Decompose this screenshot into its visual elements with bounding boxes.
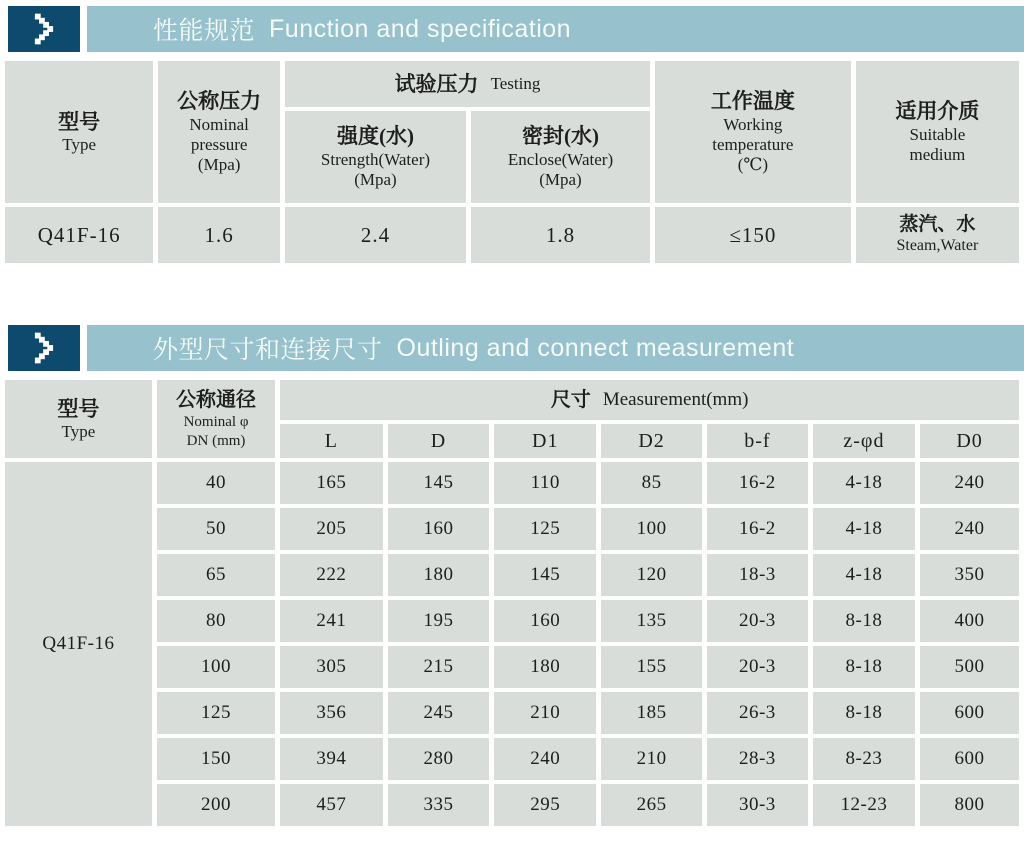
col-header-type bbox=[5, 61, 153, 203]
measurement-cell: 180 bbox=[494, 646, 596, 688]
function-spec-banner bbox=[8, 6, 1024, 52]
measurement-cell: 241 bbox=[280, 600, 382, 642]
measurement-cell: 350 bbox=[920, 554, 1019, 596]
measurement-cell: 265 bbox=[601, 784, 702, 826]
col-header-nominal-pressure-unit: (Mpa) bbox=[197, 155, 241, 175]
col-header-suitable-medium-zh: 适用介质 bbox=[895, 99, 980, 124]
measurement-cell: 240 bbox=[494, 738, 596, 780]
col-header-z-phi-d: z-φd bbox=[813, 424, 915, 458]
col-header-strength-water-zh: 强度(水) bbox=[336, 124, 414, 149]
col-header-working-temperature bbox=[655, 61, 851, 203]
col-header-nominal-pressure-en1: Nominal bbox=[189, 114, 249, 134]
section-title-en: Outling and connect measurement bbox=[396, 333, 795, 362]
spec-table-row bbox=[5, 207, 1019, 263]
col-header-nominal-pressure-zh: 公称压力 bbox=[177, 89, 262, 114]
col-header-suitable-medium-en1: Suitable bbox=[909, 124, 966, 144]
measurement-cell: 4-18 bbox=[813, 462, 915, 504]
col-header-suitable-medium bbox=[856, 61, 1019, 203]
suitable-medium-zh: 蒸汽、水 bbox=[899, 214, 976, 236]
col-header-enclose-water-unit: (Mpa) bbox=[539, 170, 582, 190]
table-row bbox=[5, 508, 1019, 550]
working-temperature-cell: ≤150 bbox=[655, 207, 851, 263]
measurement-cell: 160 bbox=[388, 508, 490, 550]
section-title-bar bbox=[87, 325, 1024, 371]
col-header-testing-zh: 试验压力 bbox=[394, 71, 479, 96]
catalog-page bbox=[0, 6, 1024, 841]
measurement-cell: 4-18 bbox=[813, 554, 915, 596]
table-row bbox=[5, 554, 1019, 596]
measurement-cell: 8-18 bbox=[813, 600, 915, 642]
measurement-cell: 26-3 bbox=[707, 692, 808, 734]
col-header-testing-en: Testing bbox=[490, 73, 541, 93]
col-header-measurement-zh: 尺寸 bbox=[550, 388, 591, 411]
measurement-cell: 28-3 bbox=[707, 738, 808, 780]
col-header-type-zh: 型号 bbox=[57, 396, 100, 421]
col-header-D: D bbox=[388, 424, 490, 458]
col-header-working-temperature-en2: temperature bbox=[712, 134, 794, 154]
suitable-medium-en: Steam,Water bbox=[896, 237, 979, 255]
measurement-cell: 210 bbox=[601, 738, 702, 780]
measurement-cell: 30-3 bbox=[707, 784, 808, 826]
col-header-L: L bbox=[280, 424, 382, 458]
measurement-cell: 600 bbox=[920, 738, 1019, 780]
measurement-cell: 180 bbox=[388, 554, 490, 596]
table-row bbox=[5, 462, 1019, 504]
measurement-cell: 135 bbox=[601, 600, 702, 642]
dn-cell: 80 bbox=[157, 600, 275, 642]
measurement-cell: 145 bbox=[494, 554, 596, 596]
measurement-cell: 100 bbox=[601, 508, 702, 550]
measurement-cell: 215 bbox=[388, 646, 490, 688]
table-row bbox=[5, 646, 1019, 688]
col-header-enclose-water-zh: 密封(水) bbox=[521, 124, 599, 149]
dn-cell: 50 bbox=[157, 508, 275, 550]
col-header-measurement-en: Measurement(mm) bbox=[602, 388, 749, 410]
model-cell: Q41F-16 bbox=[5, 462, 152, 826]
measurement-cell: 210 bbox=[494, 692, 596, 734]
table-row bbox=[5, 784, 1019, 826]
col-header-suitable-medium-en2: medium bbox=[909, 145, 966, 165]
measurement-cell: 394 bbox=[280, 738, 382, 780]
measurement-cell: 16-2 bbox=[707, 462, 808, 504]
col-header-nominal-pressure-en2: pressure bbox=[190, 134, 248, 154]
col-header-measurement bbox=[280, 380, 1019, 420]
col-header-type-en: Type bbox=[62, 134, 97, 154]
table-row bbox=[5, 600, 1019, 642]
dn-cell: 125 bbox=[157, 692, 275, 734]
measurement-cell: 160 bbox=[494, 600, 596, 642]
measurement-cell: 185 bbox=[601, 692, 702, 734]
strength-cell: 2.4 bbox=[285, 207, 466, 263]
measurement-cell: 8-18 bbox=[813, 692, 915, 734]
measurement-cell: 222 bbox=[280, 554, 382, 596]
measurement-cell: 457 bbox=[280, 784, 382, 826]
measurement-cell: 400 bbox=[920, 600, 1019, 642]
col-header-type-en: Type bbox=[61, 421, 96, 441]
measurement-cell: 8-23 bbox=[813, 738, 915, 780]
measurement-cell: 240 bbox=[920, 462, 1019, 504]
measurement-cell: 240 bbox=[920, 508, 1019, 550]
col-header-working-temperature-en1: Working bbox=[723, 114, 783, 134]
measurement-cell: 500 bbox=[920, 646, 1019, 688]
measurement-cell: 145 bbox=[388, 462, 490, 504]
chevron-right-icon bbox=[8, 6, 80, 52]
section-title-zh: 性能规范 bbox=[153, 17, 256, 45]
col-header-strength-water-en: Strength(Water) bbox=[320, 149, 431, 169]
measurement-cell: 85 bbox=[601, 462, 702, 504]
col-header-strength-water bbox=[285, 111, 466, 203]
col-header-type bbox=[5, 380, 152, 458]
measurement-cell: 305 bbox=[280, 646, 382, 688]
measurement-cell: 195 bbox=[388, 600, 490, 642]
col-header-testing bbox=[285, 61, 650, 107]
section-title-bar bbox=[87, 6, 1024, 52]
col-header-working-temperature-unit: (℃) bbox=[737, 155, 769, 175]
function-spec-table bbox=[0, 57, 1024, 267]
measurement-cell: 16-2 bbox=[707, 508, 808, 550]
measurement-cell: 125 bbox=[494, 508, 596, 550]
col-header-enclose-water-en: Enclose(Water) bbox=[507, 149, 614, 169]
table-row bbox=[5, 692, 1019, 734]
col-header-nominal-diameter-en1: Nominal φ bbox=[183, 413, 249, 430]
chevron-right-icon bbox=[8, 325, 80, 371]
dn-cell: 200 bbox=[157, 784, 275, 826]
col-header-nominal-diameter-en2: DN (mm) bbox=[186, 432, 246, 449]
section-title-en: Function and specification bbox=[269, 14, 572, 43]
dn-cell: 100 bbox=[157, 646, 275, 688]
nominal-pressure-cell: 1.6 bbox=[158, 207, 280, 263]
measurement-cell: 4-18 bbox=[813, 508, 915, 550]
measurement-cell: 335 bbox=[388, 784, 490, 826]
measurement-cell: 110 bbox=[494, 462, 596, 504]
col-header-nominal-diameter bbox=[157, 380, 275, 458]
dimensions-banner bbox=[8, 325, 1024, 371]
col-header-type-zh: 型号 bbox=[58, 109, 101, 134]
col-header-D1: D1 bbox=[494, 424, 596, 458]
measurement-cell: 20-3 bbox=[707, 646, 808, 688]
measurement-cell: 155 bbox=[601, 646, 702, 688]
measurement-cell: 356 bbox=[280, 692, 382, 734]
measurement-cell: 205 bbox=[280, 508, 382, 550]
col-header-enclose-water bbox=[471, 111, 650, 203]
col-header-D2: D2 bbox=[601, 424, 702, 458]
measurement-cell: 20-3 bbox=[707, 600, 808, 642]
model-cell: Q41F-16 bbox=[5, 207, 153, 263]
col-header-strength-water-unit: (Mpa) bbox=[354, 170, 397, 190]
measurement-cell: 600 bbox=[920, 692, 1019, 734]
measurement-cell: 18-3 bbox=[707, 554, 808, 596]
measurement-cell: 280 bbox=[388, 738, 490, 780]
section-title-zh: 外型尺寸和连接尺寸 bbox=[153, 336, 383, 364]
measurement-cell: 295 bbox=[494, 784, 596, 826]
col-header-working-temperature-zh: 工作温度 bbox=[710, 89, 795, 114]
dn-cell: 65 bbox=[157, 554, 275, 596]
enclose-cell: 1.8 bbox=[471, 207, 650, 263]
col-header-b-f: b-f bbox=[707, 424, 808, 458]
col-header-nominal-diameter-zh: 公称通径 bbox=[176, 388, 257, 411]
col-header-nominal-pressure bbox=[158, 61, 280, 203]
measurement-cell: 12-23 bbox=[813, 784, 915, 826]
measurement-cell: 245 bbox=[388, 692, 490, 734]
measurement-cell: 165 bbox=[280, 462, 382, 504]
suitable-medium-cell bbox=[856, 207, 1019, 263]
measurement-cell: 120 bbox=[601, 554, 702, 596]
dimensions-table bbox=[0, 376, 1024, 830]
measurement-cell: 8-18 bbox=[813, 646, 915, 688]
table-row bbox=[5, 738, 1019, 780]
col-header-D0: D0 bbox=[920, 424, 1019, 458]
dn-cell: 150 bbox=[157, 738, 275, 780]
measurement-cell: 800 bbox=[920, 784, 1019, 826]
section-spacer bbox=[0, 267, 1024, 319]
dn-cell: 40 bbox=[157, 462, 275, 504]
